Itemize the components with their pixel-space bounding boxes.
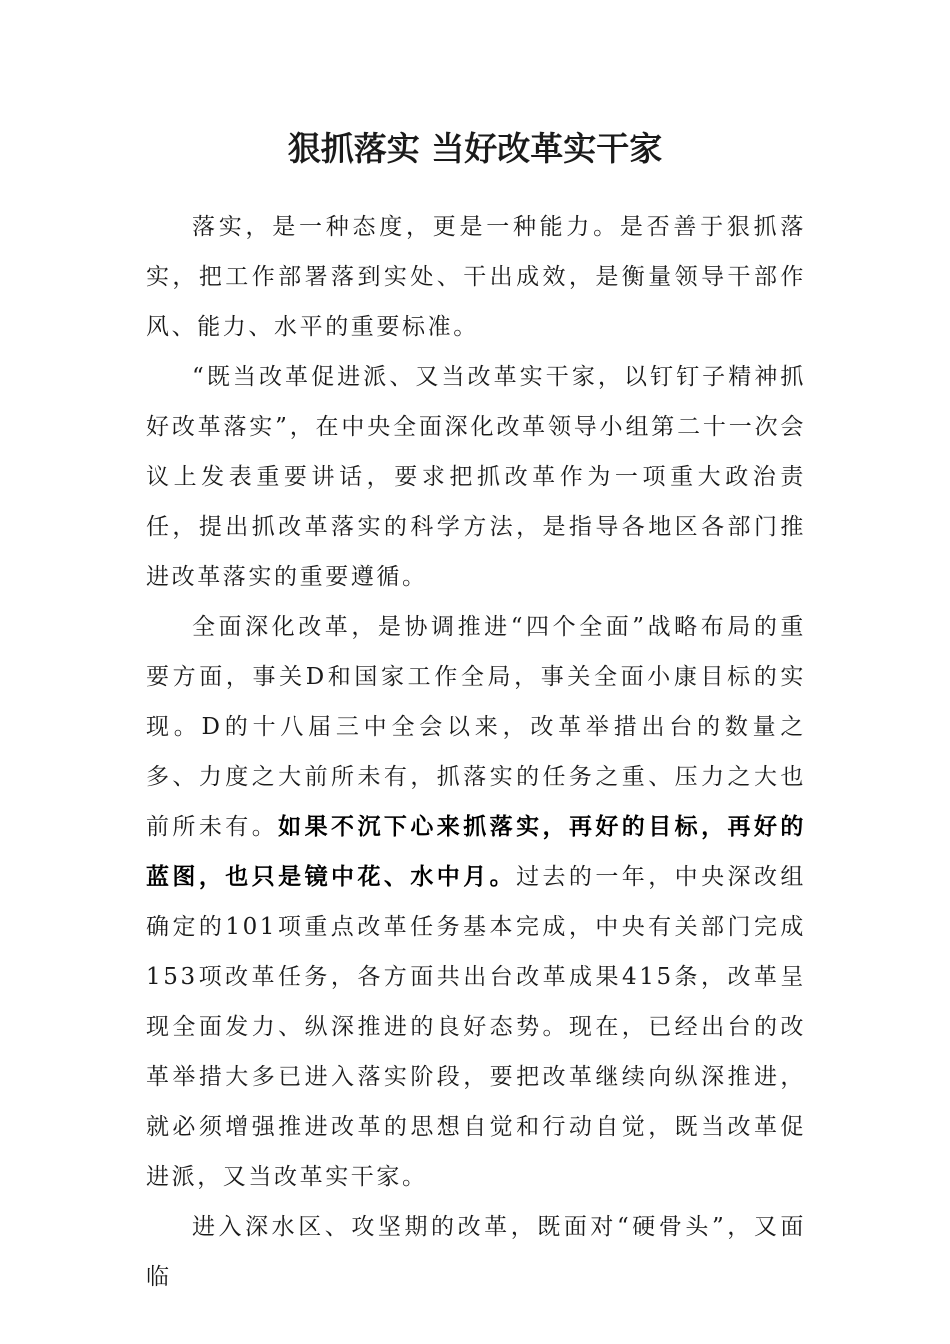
paragraph-3-text-a: 全面深化改革，是协调推进“四个全面”战略布局的重要方面，事关D和国家工作全局，事关全面小康目标的实现。D的十八届三中全会以来，改革举措出台的数量之多、力度之大前所未有，抓落实的任务之重、压力之大也前所未有。 xyxy=(146,614,806,840)
paragraph-3-emphasis: 如果不沉下心来抓落实，再好的目标，再好的蓝图，也只是镜中花、水中月。 xyxy=(146,813,807,890)
paragraph-2 xyxy=(146,352,806,602)
paragraph-1-text: 落实，是一种态度，更是一种能力。是否善于狠抓落实，把工作部署落到实处、干出成效，是衡量领导干部作风、能力、水平的重要标准。 xyxy=(146,214,806,340)
paragraph-2-text: “既当改革促进派、又当改革实干家，以钉钉子精神抓好改革落实”，在中央全面深化改革领导小组第二十一次会议上发表重要讲话，要求把抓改革作为一项重大政治责任，提出抓改革落实的科学方法，是指导各地区各部门推进改革落实的重要遵循。 xyxy=(146,364,806,590)
paragraph-1 xyxy=(146,202,806,352)
paragraph-4 xyxy=(146,1202,806,1302)
paragraph-3 xyxy=(146,602,806,1202)
document-title: 狠抓落实 当好改革实干家 xyxy=(287,129,663,168)
paragraph-4-text: 进入深水区、攻坚期的改革，既面对“硬骨头”，又面临 xyxy=(146,1214,806,1290)
document-body xyxy=(146,202,806,1302)
paragraph-3-text-b: 过去的一年，中央深改组确定的101项重点改革任务基本完成，中央有关部门完成153项改革任务，各方面共出台改革成果415条，改革呈现全面发力、纵深推进的良好态势。现在，已经出台的改革举措大多已进入落实阶段，要把改革继续向纵深推进，就必须增强推进改革的思想自觉和行动自觉，既当改革促进派，又当改革实干家。 xyxy=(146,864,806,1190)
